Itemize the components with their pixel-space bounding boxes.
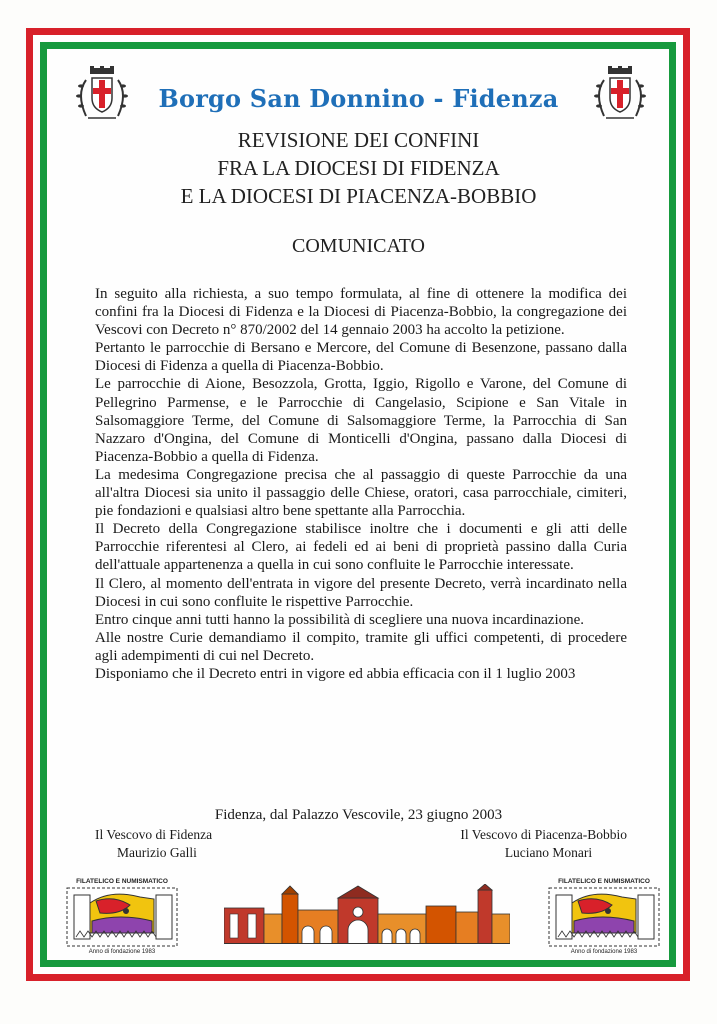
title-line-3: E LA DIOCESI DI PIACENZA-BOBBIO	[180, 184, 537, 208]
paragraph: Entro cinque anni tutti hanno la possibilità di scegliere una nuova incardinazione.	[95, 611, 585, 628]
title-line-1: REVISIONE DEI CONFINI	[237, 128, 480, 152]
paragraph: Il Decreto della Congregazione stabilisce inoltre che i documenti e gli atti delle Parrocchie riferentesi al Clero, ai fedeli ed ai beni di proprietà passino dalla Curia dell'attuale appartenenza a quella in cui sono confluite le Parrocchie interessate.	[95, 521, 627, 574]
signature-name: Maurizio Galli	[117, 845, 197, 860]
stamp-label-top: FILATELICO E NUMISMATICO	[558, 878, 650, 885]
philatelic-stamp-right	[540, 878, 668, 958]
stamp-label-bottom: Anno di fondazione 1983	[570, 949, 638, 955]
stamp-label-bottom: Anno di fondazione 1983	[88, 949, 156, 955]
signature-title: Il Vescovo di Piacenza-Bobbio	[460, 827, 627, 842]
paragraph: Disponiamo che il Decreto entri in vigore ed abbia efficacia con il 1 luglio 2003	[95, 665, 576, 682]
paragraph: Pertanto le parrocchie di Bersano e Mercore, del Comune di Besenzone, passano dalla Diocesi di Fidenza a quella di Piacenza-Bobbio.	[95, 340, 627, 375]
signature-title: Il Vescovo di Fidenza	[95, 827, 213, 842]
paragraph: Alle nostre Curie demandiamo il compito, tramite gli uffici competenti, di procedere agli adempimenti di cui nel Decreto.	[95, 629, 627, 664]
paragraph: In seguito alla richiesta, a suo tempo formulata, al fine di ottenere la modifica dei confini fra la Diocesi di Fidenza e la Diocesi di Piacenza-Bobbio, la congregazione dei Vescovi con Decreto n° 870/2002 del 14 gennaio 2003 ha accolto la petizione.	[95, 286, 627, 339]
title-line-2: FRA LA DIOCESI DI FIDENZA	[217, 156, 500, 180]
city-title: Borgo San Donnino - Fidenza	[158, 84, 559, 113]
paragraph: La medesima Congregazione precisa che al passaggio di queste Parrocchie da una all'altra Diocesi sia unito il passaggio delle Chiese, oratori, casa parrocchiale, cimiteri, pie fondazioni e qualsiasi altro bene spettante alla Parrocchia.	[95, 466, 627, 520]
signature-name: Luciano Monari	[504, 845, 593, 860]
philatelic-stamp-left	[58, 878, 186, 958]
stamp-label-top: FILATELICO E NUMISMATICO	[76, 878, 168, 885]
paragraph: Il Clero, al momento dell'entrata in vigore del presente Decreto, verrà incardinato nella Diocesi in cui sono confluite le rispettive Parrocchie.	[95, 575, 627, 610]
stamp-icon	[548, 887, 660, 947]
fidenza-skyline-icon	[224, 884, 510, 944]
stamp-icon	[66, 887, 178, 947]
paragraph: Le parrocchie di Aione, Besozzola, Grotta, Iggio, Rigollo e Varone, del Comune di Pellegrino Parmense, e le Parrocchie di Cangelasio, Scipione e San Vitale in Salsomaggiore Terme, del Comune di Salsomaggiore Terme, la Parrocchia di San Nazzaro d'Ongina, del Comune di Monticelli d'Ongina, passano dalla Diocesi di Piacenza-Bobbio a quella di Fidenza.	[95, 376, 627, 465]
signature-block-piacenza	[442, 826, 627, 862]
communique-body	[95, 285, 627, 683]
date-line: Fidenza, dal Palazzo Vescovile, 23 giugno 2003	[214, 807, 503, 823]
comunicato-heading: COMUNICATO	[292, 235, 425, 257]
signature-block-fidenza	[95, 826, 212, 862]
